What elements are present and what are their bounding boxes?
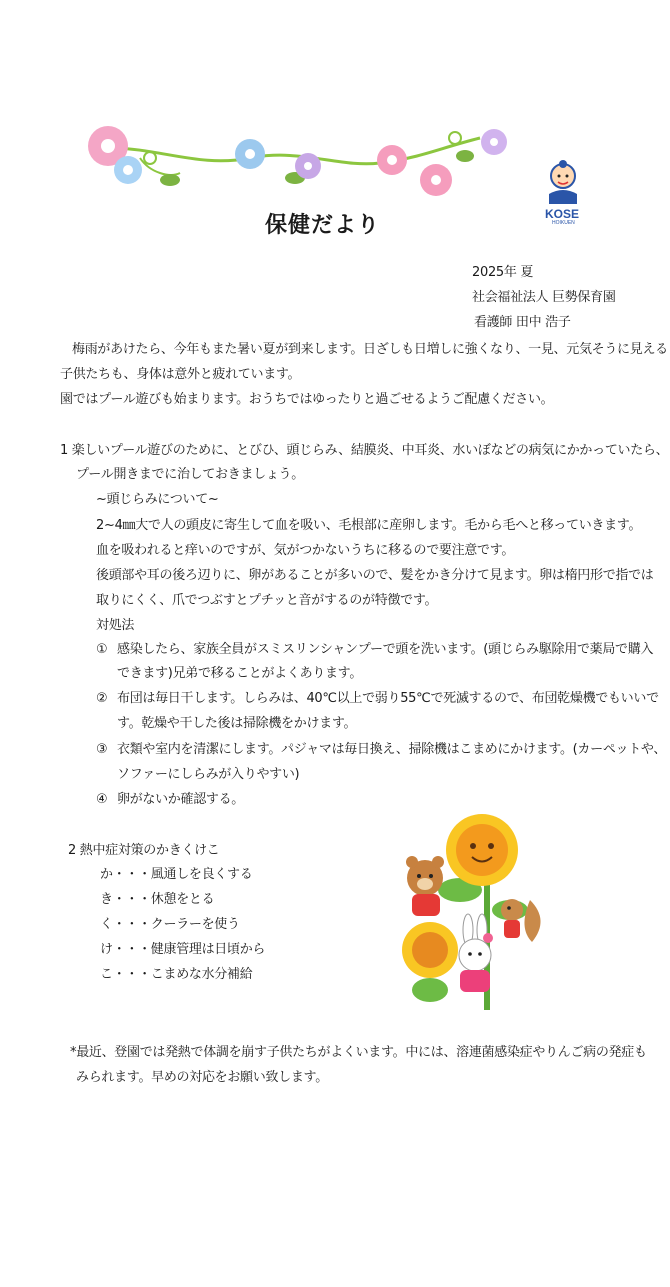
heatstroke-item: く・・・クーラーを使う xyxy=(100,917,240,932)
note-line: *最近、登園では発熱で体調を崩す子供たちがよくいます。中には、溶連菌感染症やりんご病の発症も xyxy=(70,1045,647,1060)
heatstroke-item: け・・・健康管理は日頃から xyxy=(100,942,266,957)
lice-body-line: 血を吸われると痒いのですが、気がつかないうちに移るので要注意です。 xyxy=(96,543,515,558)
measure-number: ② xyxy=(96,691,108,706)
measure-line: 衣類や室内を清潔にします。パジャマは毎日換え、掃除機はこまめにかけます。(カーペットや、 xyxy=(117,742,667,757)
intro-line: 園ではプール遊びも始まります。おうちではゆったりと過ごせるようご配慮ください。 xyxy=(60,392,554,407)
measure-line: ソファーにしらみが入りやすい) xyxy=(117,767,300,782)
measure-line: 卵がないか確認する。 xyxy=(117,792,245,807)
measure-line: 感染したら、家族全員がスミスリンシャンプーで頭を洗います。(頭じらみ駆除用で薬局で購入 xyxy=(117,642,654,657)
lice-body-line: 取りにくく、爪でつぶすとプチッと音がするのが特徴です。 xyxy=(96,593,438,608)
measure-line: できます)兄弟で移ることがよくあります。 xyxy=(117,666,363,681)
organization: 社会福祉法人 巨勢保育園 xyxy=(472,290,616,305)
intro-line: 子供たちも、身体は意外と疲れています。 xyxy=(60,367,301,382)
measure-number: ① xyxy=(96,642,108,657)
logo-subtext: HOIKUEN xyxy=(552,220,575,226)
measure-number: ④ xyxy=(96,792,108,807)
measures-title: 対処法 xyxy=(96,618,135,633)
measure-line: 布団は毎日干します。しらみは、40℃以上で弱り55℃で死滅するので、布団乾燥機でもいいで xyxy=(117,691,659,706)
heatstroke-item: か・・・風通しを良くする xyxy=(100,867,253,882)
lice-body-line: 後頭部や耳の後ろ辺りに、卵があることが多いので、髪をかき分けて見ます。卵は楕円形で指では xyxy=(96,568,654,583)
note-line: みられます。早めの対応をお願い致します。 xyxy=(76,1070,328,1085)
sunflower-animals-illustration xyxy=(400,810,550,1015)
page-title: 保健だより xyxy=(265,213,381,238)
heatstroke-item: こ・・・こまめな水分補給 xyxy=(100,967,253,982)
heatstroke-item: き・・・休憩をとる xyxy=(100,892,215,907)
intro-line: 梅雨があけたら、今年もまた暑い夏が到来します。日ざしも日増しに強くなり、一見、元気そうに見える xyxy=(72,342,668,357)
section2-heading: 2 熱中症対策のかきくけこ xyxy=(68,843,220,858)
morning-glory-vine-illustration xyxy=(80,118,520,198)
section1-heading: プール開きまでに治しておきましょう。 xyxy=(76,467,304,482)
section1-heading: 1 楽しいプール遊びのために、とびひ、頭じらみ、結膜炎、中耳炎、水いぼなどの病気にかかっていたら、 xyxy=(60,443,669,458)
measure-number: ③ xyxy=(96,742,108,757)
measure-line: す。乾燥や干した後は掃除機をかけます。 xyxy=(117,716,357,731)
logo-text: KOSE xyxy=(545,207,580,221)
lice-body-line: 2~4㎜大で人の頭皮に寄生して血を吸い、毛根部に産卵します。毛から毛へと移っていきます。 xyxy=(96,518,642,533)
author: 看護師 田中 浩子 xyxy=(474,315,571,330)
kose-logo-mascot-icon xyxy=(543,158,583,206)
issue-date: 2025年 夏 xyxy=(472,265,534,280)
lice-title: ~頭じらみについて~ xyxy=(96,492,219,507)
